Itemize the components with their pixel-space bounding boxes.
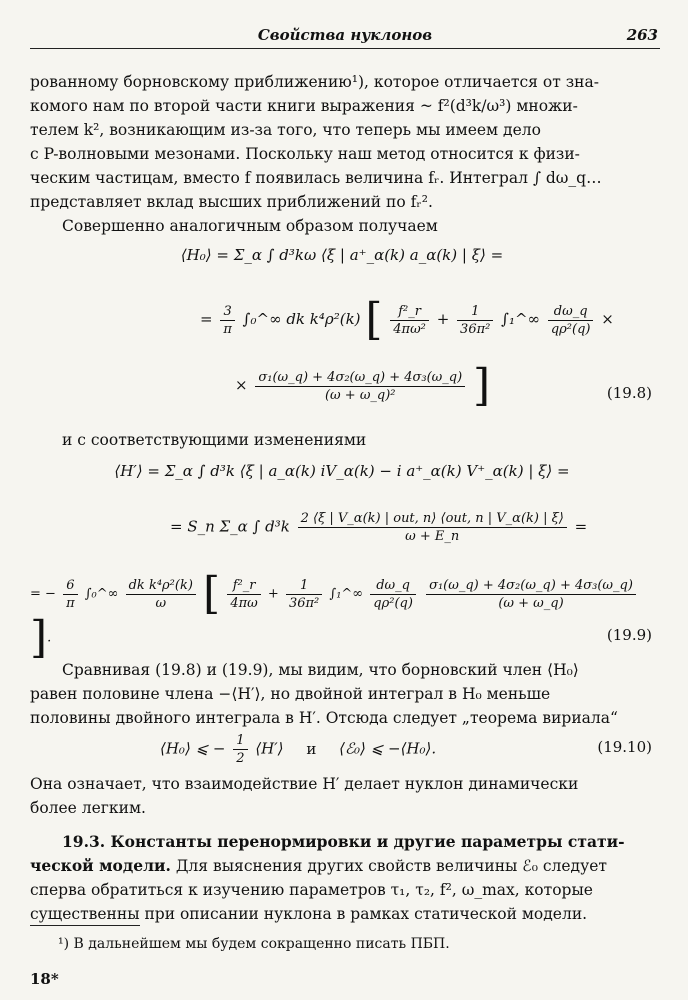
denominator: qρ²(q) <box>373 595 413 611</box>
text-line: представляет вклад высших приближений по fᵣ². <box>30 193 433 211</box>
minus-sign: = − <box>30 586 56 602</box>
fraction <box>126 577 196 612</box>
fraction <box>548 303 594 338</box>
integral-term: ∫₀^∞ dk k⁴ρ²(k) <box>242 310 361 328</box>
times-sign: × <box>235 376 248 394</box>
header-rule <box>30 48 660 49</box>
numerator: dω_q <box>548 303 594 321</box>
period: . <box>47 630 52 646</box>
equals-sign: = <box>200 310 218 328</box>
eq-19-8-line-1: ⟨H₀⟩ = Σ_α ∫ d³kω ⟨ξ | a⁺_α(k) a_α(k) | ξ⟩ = <box>180 246 504 264</box>
numerator: 3 <box>220 303 235 321</box>
fraction <box>227 577 260 612</box>
section-heading <box>30 830 654 854</box>
text-line: с P-волновыми мезонами. Поскольку наш метод относится к физи- <box>30 145 580 163</box>
numerator: f²_r <box>390 303 429 321</box>
integral-term: ∫₀^∞ <box>84 586 119 602</box>
denominator: 36π² <box>288 595 320 611</box>
text-line: рованному борновскому приближению¹), которое отличается от зна- <box>30 73 599 91</box>
denominator: π <box>223 321 232 337</box>
eq-19-9-line-3 <box>30 568 654 663</box>
denominator: qρ²(q) <box>550 321 591 337</box>
equation-number: (19.8) <box>606 384 652 402</box>
times-sign: × <box>601 310 614 328</box>
integral-term: ∫₁^∞ <box>329 586 364 602</box>
numerator: σ₁(ω_q) + 4σ₂(ω_q) + 4σ₃(ω_q) <box>426 577 636 595</box>
numerator: 1 <box>233 732 247 750</box>
eq-19-9-line-1: ⟨H′⟩ = Σ_α ∫ d³k ⟨ξ | a_α(k) iV_α(k) − i a⁺_α(k) V⁺_α(k) | ξ⟩ = <box>114 462 570 480</box>
eq-19-8-line-2 <box>30 294 688 345</box>
section-title-cont: ческой модели. <box>30 856 171 875</box>
numerator: f²_r <box>227 577 260 595</box>
denominator: ω + E_n <box>405 529 460 544</box>
page-number: 263 <box>626 26 658 44</box>
numerator: 1 <box>457 303 493 321</box>
section-19-3 <box>30 830 654 926</box>
fraction <box>233 732 247 767</box>
fraction <box>255 369 465 404</box>
section-title: 19.3. Константы перенормировки и другие параметры стати- <box>62 832 625 851</box>
text-line: половины двойного интеграла в H′. Отсюда следует „теорема вириала“ <box>30 709 618 727</box>
footnote: ¹) В дальнейшем мы будем сокращенно писать ПБП. <box>58 936 450 952</box>
fraction <box>390 303 429 338</box>
integral-term: ∫₁^∞ <box>501 310 541 328</box>
numerator: dk k⁴ρ²(k) <box>126 577 196 595</box>
fraction <box>63 577 78 612</box>
paragraph-3: и с соответствующими изменениями <box>62 431 367 449</box>
section-text: Для выяснения других свойств величины ℰ₀ следует <box>175 857 607 875</box>
numerator: 1 <box>286 577 322 595</box>
equation-number: (19.10) <box>597 738 652 756</box>
text-line: сперва обратиться к изучению параметров τ₁, τ₂, f², ω_max, которые <box>30 881 593 899</box>
fraction <box>286 577 322 612</box>
running-header <box>30 26 660 48</box>
sum-integral-term: = S_n Σ_α ∫ d³k <box>170 517 290 536</box>
eq-19-10 <box>30 732 688 767</box>
numerator: σ₁(ω_q) + 4σ₂(ω_q) + 4σ₃(ω_q) <box>255 369 465 387</box>
denominator: 4πω² <box>393 321 426 337</box>
paragraph-5 <box>30 772 654 820</box>
left-bracket: [ <box>203 568 221 619</box>
fraction <box>426 577 636 612</box>
text-line: более легким. <box>30 799 146 817</box>
denominator: (ω + ω_q) <box>498 595 564 611</box>
fraction <box>298 510 567 545</box>
plus-sign: + <box>267 586 279 602</box>
text-line: существенны при описании нуклона в рамках статической модели. <box>30 905 588 923</box>
left-inequality: ⟨H₀⟩ ⩽ − <box>160 739 226 758</box>
h-prime-term: ⟨H′⟩ <box>255 739 284 758</box>
numerator: 2 ⟨ξ | V_α(k) | out, n⟩ ⟨out, n | V_α(k) | ξ⟩ <box>298 510 567 528</box>
footnote-rule <box>30 925 140 926</box>
text-line: телем k², возникающим из-за того, что теперь мы имеем дело <box>30 121 541 139</box>
numerator: 6 <box>63 577 78 595</box>
text-line: Она означает, что взаимодействие H′ делает нуклон динамически <box>30 775 579 793</box>
text-line: комого нам по второй части книги выражения ~ f²(d³k/ω³) множи- <box>30 97 578 115</box>
denominator: 2 <box>236 751 245 766</box>
denominator: π <box>66 595 75 611</box>
plus-sign: + <box>436 310 450 328</box>
fraction <box>370 577 416 612</box>
left-bracket: [ <box>365 294 383 345</box>
fraction <box>220 303 235 338</box>
paragraph-2: Совершенно аналогичным образом получаем <box>62 217 438 235</box>
denominator: 4πω <box>230 595 258 611</box>
paragraph-1 <box>30 70 654 238</box>
running-title: Свойства нуклонов <box>257 26 433 44</box>
right-inequality: ⟨ℰ₀⟩ ⩽ −⟨H₀⟩. <box>339 739 437 758</box>
text-line: ческим частицам, вместо f появилась величина fᵣ. Интеграл ∫ dω_q… <box>30 169 602 187</box>
numerator: dω_q <box>370 577 416 595</box>
eq-19-8-line-3 <box>30 360 688 411</box>
equation-number: (19.9) <box>606 626 652 644</box>
conjunction: и <box>306 739 317 758</box>
paragraph-4 <box>30 658 654 730</box>
right-bracket: ] <box>472 360 491 411</box>
equals-sign: = <box>574 517 588 536</box>
denominator: (ω + ω_q)² <box>324 387 396 403</box>
eq-19-9-line-2 <box>30 510 688 545</box>
text-line: равен половине члена −⟨H′⟩, но двойной интеграл в H₀ меньше <box>30 685 551 703</box>
fraction <box>457 303 493 338</box>
right-bracket: ] <box>30 612 48 663</box>
denominator: ω <box>155 595 167 611</box>
signature-mark: 18* <box>30 970 59 988</box>
text-line <box>30 854 654 878</box>
text-line: Сравнивая (19.8) и (19.9), мы видим, что борновский член ⟨H₀⟩ <box>62 661 579 679</box>
denominator: 36π² <box>460 321 491 337</box>
